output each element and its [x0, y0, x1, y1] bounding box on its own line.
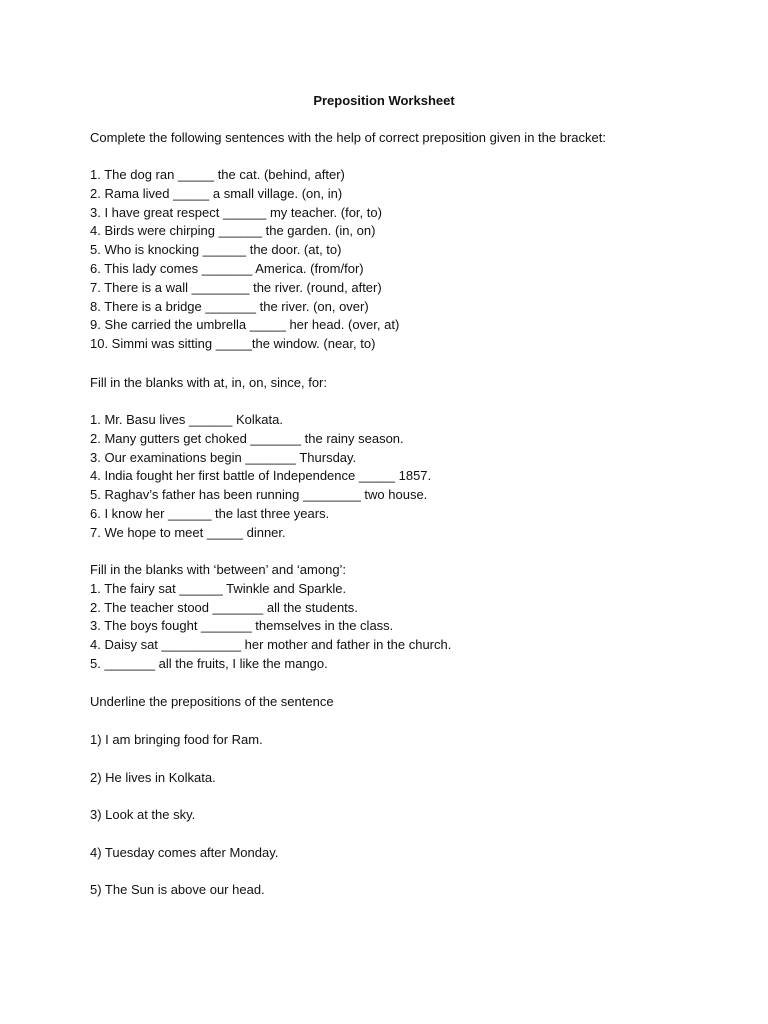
list-item: 3. I have great respect ______ my teacher. (for, to)	[90, 204, 382, 220]
list-item: 2. The teacher stood _______ all the students.	[90, 599, 358, 615]
section-1-list	[90, 166, 730, 354]
list-item: 5) The Sun is above our head.	[90, 882, 265, 897]
list-item: 7. We hope to meet _____ dinner.	[90, 524, 286, 540]
section-4-instruction-block	[90, 693, 730, 712]
list-item: 5. Who is knocking ______ the door. (at, to)	[90, 242, 342, 258]
section-3-list	[90, 561, 730, 674]
list-item: 8. There is a bridge _______ the river. (on, over)	[90, 298, 369, 314]
list-item: 5. Raghav’s father has been running ________ two house.	[90, 487, 428, 503]
list-item: 3. Our examinations begin _______ Thursday.	[90, 449, 357, 465]
section-3-instruction: Fill in the blanks with ‘between’ and ‘among’:	[90, 562, 347, 577]
section-2-list	[90, 411, 730, 543]
list-item: 6. I know her ______ the last three years.	[90, 505, 330, 521]
list-item: 1. Mr. Basu lives ______ Kolkata.	[90, 412, 283, 427]
worksheet-title: Preposition Worksheet	[313, 93, 455, 108]
list-item: 5. _______ all the fruits, I like the mango.	[90, 655, 328, 671]
list-item: 10. Simmi was sitting _____the window. (near, to)	[90, 336, 376, 352]
section-1-instruction-block	[90, 129, 730, 148]
section-4-list	[90, 731, 730, 919]
list-item: 2. Many gutters get choked _______ the rainy season.	[90, 430, 404, 446]
section-1-instruction: Complete the following sentences with the help of correct preposition given in the bracket:	[90, 130, 606, 145]
list-item: 3) Look at the sky.	[90, 807, 196, 822]
section-2-instruction-block	[90, 374, 730, 393]
list-item: 4. Birds were chirping ______ the garden. (in, on)	[90, 223, 376, 239]
list-item: 4. India fought her first battle of Independence _____ 1857.	[90, 468, 432, 484]
list-item: 7. There is a wall ________ the river. (round, after)	[90, 279, 382, 295]
section-4-instruction: Underline the prepositions of the sentence	[90, 694, 334, 709]
list-item: 4) Tuesday comes after Monday.	[90, 844, 279, 860]
list-item: 2. Rama lived _____ a small village. (on, in)	[90, 185, 343, 201]
list-item: 9. She carried the umbrella _____ her head. (over, at)	[90, 317, 400, 333]
section-2-instruction: Fill in the blanks with at, in, on, since, for:	[90, 375, 327, 390]
list-item: 1) I am bringing food for Ram.	[90, 732, 263, 747]
list-item: 3. The boys fought _______ themselves in the class.	[90, 618, 394, 634]
list-item: 1. The dog ran _____ the cat. (behind, after)	[90, 167, 345, 182]
list-item: 4. Daisy sat ___________ her mother and father in the church.	[90, 637, 452, 653]
list-item: 1. The fairy sat ______ Twinkle and Sparkle.	[90, 580, 347, 596]
list-item: 6. This lady comes _______ America. (from/for)	[90, 260, 364, 276]
list-item: 2) He lives in Kolkata.	[90, 769, 216, 785]
